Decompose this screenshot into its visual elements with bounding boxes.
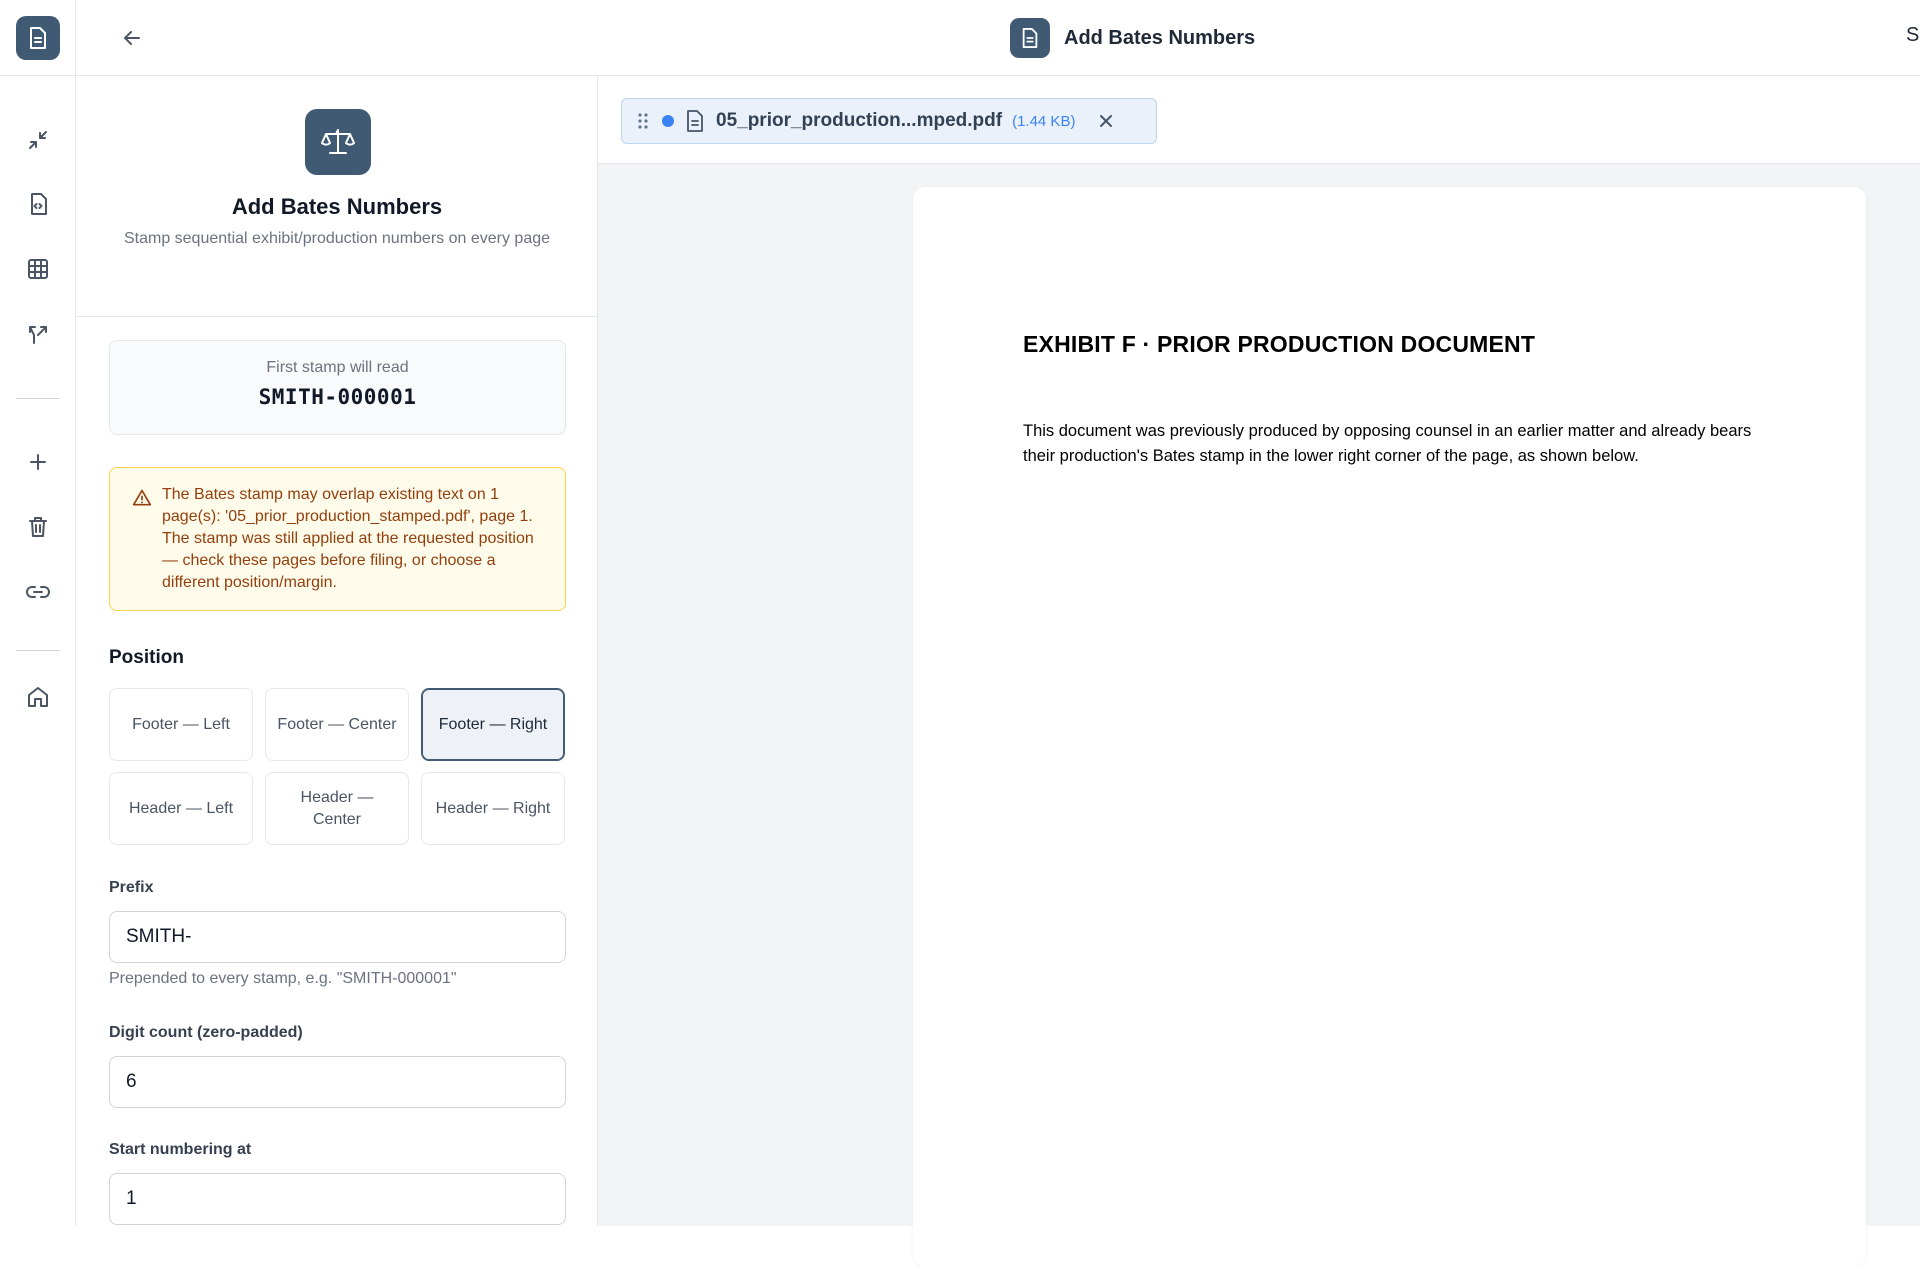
start-number-input[interactable]: 1 <box>109 1173 566 1225</box>
rail-divider <box>16 650 60 651</box>
rail-divider <box>16 398 60 399</box>
page-title-text: Add Bates Numbers <box>1064 26 1256 49</box>
position-footer-right-button[interactable]: Footer — Right <box>421 688 565 761</box>
document-heading: EXHIBIT F · PRIOR PRODUCTION DOCUMENT <box>1023 331 1536 357</box>
rail-top-divider <box>0 75 76 76</box>
position-header-left-button[interactable]: Header — Left <box>109 772 253 845</box>
file-size: (1.44 KB) <box>1012 112 1076 130</box>
position-header-center-button[interactable]: Header — Center <box>265 772 409 845</box>
digit-count-label: Digit count (zero-padded) <box>109 1024 303 1041</box>
panel-subtitle: Stamp sequential exhibit/production numbers on every page <box>123 230 551 247</box>
document-icon <box>1010 18 1050 58</box>
compress-icon[interactable] <box>22 124 54 156</box>
position-header-right-button[interactable]: Header — Right <box>421 772 565 845</box>
top-bar <box>76 0 1920 76</box>
warning-text: The Bates stamp may overlap existing text on 1 page(s): '05_prior_production_stamped.pdf', page 1. The stamp was still applied at the requested position — check these pages before filing, or choose a different position/margin. <box>162 486 534 591</box>
prefix-hint: Prepended to every stamp, e.g. "SMITH-000001" <box>109 970 457 987</box>
plus-icon[interactable] <box>22 446 54 478</box>
code-file-icon[interactable] <box>22 188 54 220</box>
start-number-label: Start numbering at <box>109 1141 252 1158</box>
prefix-label: Prefix <box>109 879 154 896</box>
stamp-preview-label: First stamp will read <box>266 359 409 376</box>
link-icon[interactable] <box>22 576 54 608</box>
document-body-text: This document was previously produced by opposing counsel in an earlier matter and already bears their production's Bates stamp in the lower right corner of the page, as shown below. <box>1023 422 1752 465</box>
panel-title: Add Bates Numbers <box>231 194 443 219</box>
panel-header <box>76 76 597 317</box>
file-bar <box>598 76 1920 164</box>
drag-handle-icon[interactable] <box>636 111 650 131</box>
close-icon[interactable] <box>1095 110 1117 132</box>
stamp-preview-value: SMITH-000001 <box>258 385 417 409</box>
left-rail <box>0 0 76 1226</box>
truncated-top-right-text: S <box>1906 24 1920 46</box>
page-title <box>1010 18 1255 58</box>
trash-icon[interactable] <box>22 511 54 543</box>
split-arrows-icon[interactable] <box>22 318 54 350</box>
home-icon[interactable] <box>22 681 54 713</box>
warning-icon <box>132 488 152 508</box>
pdf-file-icon <box>686 110 706 132</box>
status-dot <box>662 115 674 127</box>
settings-panel <box>76 76 598 1226</box>
stamp-preview <box>109 340 566 435</box>
overlap-warning <box>109 467 566 611</box>
position-label: Position <box>109 647 184 668</box>
file-name: 05_prior_production...mped.pdf <box>716 110 1003 131</box>
scale-icon <box>305 109 371 175</box>
prefix-input[interactable]: SMITH- <box>109 911 566 963</box>
app-logo-icon[interactable] <box>16 16 60 60</box>
file-chip[interactable] <box>621 98 1157 144</box>
position-footer-center-button[interactable]: Footer — Center <box>265 688 409 761</box>
document-viewer <box>598 76 1920 1226</box>
digit-count-input[interactable]: 6 <box>109 1056 566 1108</box>
position-footer-left-button[interactable]: Footer — Left <box>109 688 253 761</box>
pdf-page <box>913 187 1866 1267</box>
grid-icon[interactable] <box>22 253 54 285</box>
back-arrow-icon[interactable] <box>114 20 150 56</box>
